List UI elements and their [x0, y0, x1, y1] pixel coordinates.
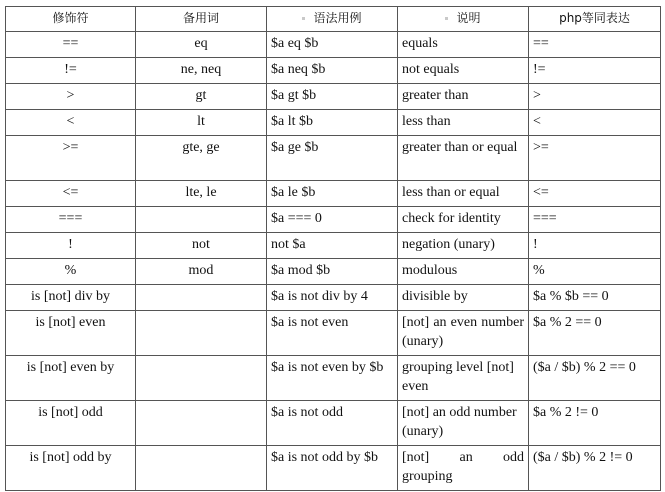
cell-syntax: $a is not even — [267, 311, 398, 356]
cell-alias: lte, le — [136, 181, 267, 207]
cell-description: modulous — [398, 259, 529, 285]
cell-modifier: is [not] odd by — [6, 446, 136, 491]
cell-php-equivalent: $a % $b == 0 — [529, 285, 661, 311]
header-syntax-example — [267, 7, 398, 32]
cell-alias: lt — [136, 110, 267, 136]
cell-modifier: >= — [6, 136, 136, 181]
cell-alias — [136, 401, 267, 446]
cell-syntax: $a mod $b — [267, 259, 398, 285]
cell-alias: mod — [136, 259, 267, 285]
cell-php-equivalent: >= — [529, 136, 661, 181]
cell-syntax: not $a — [267, 233, 398, 259]
table-row — [6, 259, 661, 285]
cell-modifier: % — [6, 259, 136, 285]
header-php-equivalent: php等同表达 — [529, 7, 661, 32]
cell-description: [not] an odd grouping — [398, 446, 529, 491]
cell-syntax: $a === 0 — [267, 207, 398, 233]
cell-syntax: $a is not div by 4 — [267, 285, 398, 311]
cell-syntax: $a is not odd — [267, 401, 398, 446]
cell-modifier: is [not] even by — [6, 356, 136, 401]
table-row — [6, 285, 661, 311]
header-syntax-example-label: 语法用例 — [313, 11, 362, 25]
cell-php-equivalent: > — [529, 84, 661, 110]
header-description — [398, 7, 529, 32]
marker-dot — [302, 17, 305, 20]
cell-php-equivalent: <= — [529, 181, 661, 207]
cell-modifier: is [not] div by — [6, 285, 136, 311]
cell-php-equivalent: $a % 2 != 0 — [529, 401, 661, 446]
cell-syntax: $a gt $b — [267, 84, 398, 110]
table-row — [6, 32, 661, 58]
cell-alias: eq — [136, 32, 267, 58]
cell-description: not equals — [398, 58, 529, 84]
cell-description: [not] an odd number (unary) — [398, 401, 529, 446]
table-row — [6, 207, 661, 233]
header-alias: 备用词 — [136, 7, 267, 32]
cell-php-equivalent: === — [529, 207, 661, 233]
table-row — [6, 356, 661, 401]
cell-description: check for identity — [398, 207, 529, 233]
cell-php-equivalent: $a % 2 == 0 — [529, 311, 661, 356]
table-row — [6, 233, 661, 259]
cell-alias — [136, 356, 267, 401]
cell-syntax: $a le $b — [267, 181, 398, 207]
cell-php-equivalent: != — [529, 58, 661, 84]
cell-description: greater than or equal — [398, 136, 529, 181]
cell-modifier: is [not] even — [6, 311, 136, 356]
cell-alias — [136, 311, 267, 356]
cell-alias: gte, ge — [136, 136, 267, 181]
cell-php-equivalent: ($a / $b) % 2 != 0 — [529, 446, 661, 491]
cell-alias: gt — [136, 84, 267, 110]
table-row — [6, 181, 661, 207]
table-row — [6, 110, 661, 136]
cell-alias: ne, neq — [136, 58, 267, 84]
cell-alias — [136, 446, 267, 491]
operator-table — [5, 6, 661, 491]
table-row — [6, 401, 661, 446]
cell-php-equivalent: ! — [529, 233, 661, 259]
cell-description: negation (unary) — [398, 233, 529, 259]
table-row — [6, 446, 661, 491]
cell-description: equals — [398, 32, 529, 58]
header-modifier: 修饰符 — [6, 7, 136, 32]
cell-syntax: $a eq $b — [267, 32, 398, 58]
cell-modifier: === — [6, 207, 136, 233]
cell-php-equivalent: == — [529, 32, 661, 58]
marker-dot — [445, 17, 448, 20]
cell-php-equivalent: < — [529, 110, 661, 136]
cell-modifier: < — [6, 110, 136, 136]
cell-description: less than — [398, 110, 529, 136]
cell-alias — [136, 285, 267, 311]
cell-modifier: == — [6, 32, 136, 58]
cell-syntax: $a ge $b — [267, 136, 398, 181]
cell-syntax: $a is not even by $b — [267, 356, 398, 401]
cell-modifier: != — [6, 58, 136, 84]
cell-modifier: is [not] odd — [6, 401, 136, 446]
header-row — [6, 7, 661, 32]
table-row — [6, 58, 661, 84]
cell-modifier: ! — [6, 233, 136, 259]
cell-alias — [136, 207, 267, 233]
table-row — [6, 311, 661, 356]
cell-modifier: > — [6, 84, 136, 110]
cell-syntax: $a neq $b — [267, 58, 398, 84]
table-row — [6, 84, 661, 110]
cell-description: grouping level [not] even — [398, 356, 529, 401]
cell-syntax: $a lt $b — [267, 110, 398, 136]
cell-description: greater than — [398, 84, 529, 110]
table-row — [6, 136, 661, 181]
cell-syntax: $a is not odd by $b — [267, 446, 398, 491]
cell-description: [not] an even number (unary) — [398, 311, 529, 356]
cell-php-equivalent: ($a / $b) % 2 == 0 — [529, 356, 661, 401]
header-description-label: 说明 — [456, 11, 481, 25]
cell-php-equivalent: % — [529, 259, 661, 285]
cell-alias: not — [136, 233, 267, 259]
cell-description: divisible by — [398, 285, 529, 311]
cell-modifier: <= — [6, 181, 136, 207]
cell-description: less than or equal — [398, 181, 529, 207]
